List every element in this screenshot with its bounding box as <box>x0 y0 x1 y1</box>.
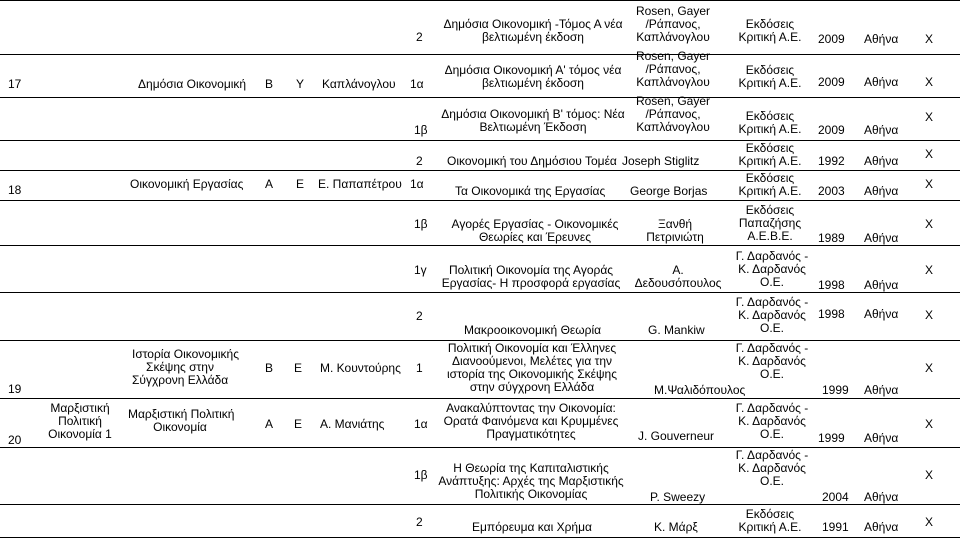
book-code: 2 <box>416 154 423 168</box>
book-year: 1991 <box>822 520 849 534</box>
book-code: 1β <box>414 468 428 482</box>
book-title: Τα Οικονομικά της Εργασίας <box>455 184 606 198</box>
book-author: P. Sweezy <box>650 490 706 504</box>
selection-mark: X <box>925 417 934 431</box>
book-title: Δημόσια Οικονομική Α' τόμος νέα βελτιωμένη έκδοση <box>444 63 622 90</box>
course-name: Μαρξιστική Πολιτική Οικονομία <box>128 407 235 434</box>
book-author: George Borjas <box>630 184 708 198</box>
book-year: 2004 <box>822 490 849 504</box>
book-publisher: Εκδόσεις Κριτική Α.Ε. <box>738 507 802 534</box>
book-author: Ξανθή Πετρινιώτη <box>646 217 704 244</box>
book-code: 2 <box>416 309 423 323</box>
selection-mark: X <box>925 177 934 191</box>
book-author: Joseph Stiglitz <box>622 154 700 168</box>
row-divider <box>0 447 960 448</box>
book-year: 1998 <box>818 278 845 292</box>
book-publisher: Εκδόσεις Κριτική Α.Ε. <box>738 63 802 90</box>
selection-mark: X <box>925 361 934 375</box>
book-code: 1β <box>414 123 428 137</box>
book-author: Α. Δεδουσόπουλος <box>634 263 722 290</box>
book-year: 1998 <box>818 307 845 321</box>
book-year: 1999 <box>822 383 849 397</box>
course-type: Ε <box>296 177 305 191</box>
book-city: Αθήνα <box>864 123 899 137</box>
book-author: J. Gouverneur <box>638 429 715 443</box>
book-author: G. Mankiw <box>648 323 705 337</box>
course-name: Οικονομική Εργασίας <box>130 177 244 191</box>
book-title: Δημόσια Οικονομική Β' τόμος: Νέα Βελτιωμένη Έκδοση <box>441 107 625 134</box>
book-publisher: Εκδόσεις Κριτική Α.Ε. <box>738 141 802 168</box>
book-city: Αθήνα <box>864 520 899 534</box>
book-title: Εμπόρευμα και Χρήμα <box>472 520 592 534</box>
book-year: 1989 <box>818 231 845 245</box>
book-year: 2009 <box>818 75 845 89</box>
book-code: 1 <box>416 361 423 375</box>
instructor: Ε. Παπαπέτρου <box>318 177 402 191</box>
semester: Β <box>265 361 274 375</box>
row-divider <box>0 504 960 505</box>
row-divider <box>0 140 960 141</box>
semester: Α <box>265 417 274 431</box>
book-author: Rosen, Gayer /Ράπανος, Καπλάνογλου <box>635 94 711 134</box>
row-divider <box>0 200 960 201</box>
book-publisher: Γ. Δαρδανός - Κ. Δαρδανός Ο.Ε. <box>735 401 809 441</box>
book-publisher: Γ. Δαρδανός - Κ. Δαρδανός Ο.Ε. <box>735 341 809 381</box>
selection-mark: X <box>925 75 934 89</box>
book-author: Μ.Ψαλιδόπουλος <box>654 383 746 397</box>
row-divider <box>0 245 960 246</box>
selection-mark: X <box>925 147 934 161</box>
book-year: 1992 <box>818 154 845 168</box>
book-city: Αθήνα <box>864 278 899 292</box>
row-divider <box>0 292 960 293</box>
book-publisher: Γ. Δαρδανός - Κ. Δαρδανός Ο.Ε. <box>735 249 809 289</box>
instructor: Μ. Κουντούρης <box>320 361 401 375</box>
course-group: Μαρξιστική Πολιτική Οικονομία 1 <box>48 401 112 441</box>
book-city: Αθήνα <box>864 154 899 168</box>
book-city: Αθήνα <box>864 490 899 504</box>
book-city: Αθήνα <box>864 383 899 397</box>
book-title: Οικονομική του Δημόσιου Τομέα <box>447 154 617 168</box>
course-number: 19 <box>8 382 22 396</box>
book-publisher: Εκδόσεις Κριτική Α.Ε. <box>738 109 802 136</box>
row-divider <box>0 54 960 55</box>
book-city: Αθήνα <box>864 431 899 445</box>
book-year: 2003 <box>818 184 845 198</box>
book-title: Μακροοικονομική Θεωρία <box>464 323 602 337</box>
book-title: Αγορές Εργασίας - Οικονομικές Θεωρίες και Έρευνες <box>451 217 619 244</box>
book-year: 2009 <box>818 123 845 137</box>
book-title: Δημόσια Οικονομική -Τόμος Α νέα βελτιωμένη έκδοση <box>443 17 623 44</box>
course-number: 17 <box>8 77 22 91</box>
book-code: 2 <box>416 30 423 44</box>
semester: Β <box>265 77 274 91</box>
semester: Α <box>265 177 274 191</box>
book-code: 1β <box>414 217 428 231</box>
instructor: Καπλάνογλου <box>322 77 396 91</box>
book-publisher: Γ. Δαρδανός - Κ. Δαρδανός Ο.Ε. <box>735 448 809 488</box>
book-city: Αθήνα <box>864 231 899 245</box>
selection-mark: X <box>925 32 934 46</box>
selection-mark: X <box>925 308 934 322</box>
book-author: Rosen, Gayer /Ράπανος, Καπλάνογλου <box>635 4 711 44</box>
selection-mark: X <box>925 217 934 231</box>
row-divider <box>0 97 960 98</box>
book-title: Πολιτική Οικονομία της Αγοράς Εργασίας- Η προσφορά εργασίας <box>441 263 621 290</box>
book-publisher: Εκδόσεις Παπαζήσης Α.Ε.Β.Ε. <box>738 203 802 243</box>
course-type: Ε <box>294 361 303 375</box>
book-author: Κ. Μάρξ <box>654 520 698 534</box>
book-code: 1γ <box>414 263 427 277</box>
book-code: 2 <box>416 515 423 529</box>
book-year: 2009 <box>818 32 845 46</box>
selection-mark: X <box>925 468 934 482</box>
book-city: Αθήνα <box>864 75 899 89</box>
book-publisher: Εκδόσεις Κριτική Α.Ε. <box>738 171 802 198</box>
row-divider <box>0 398 960 399</box>
book-author: Rosen, Gayer /Ράπανος, Καπλάνογλου <box>635 49 711 89</box>
book-code: 1α <box>414 417 428 431</box>
book-year: 1999 <box>818 431 845 445</box>
instructor: Α. Μανιάτης <box>320 417 385 431</box>
selection-mark: X <box>925 110 934 124</box>
course-name: Ιστορία Οικονομικής Σκέψης στην Σύγχρονη Ελλάδα <box>132 347 239 387</box>
book-city: Αθήνα <box>864 32 899 46</box>
selection-mark: X <box>925 515 934 529</box>
book-code: 1α <box>410 77 424 91</box>
book-city: Αθήνα <box>864 184 899 198</box>
selection-mark: X <box>925 263 934 277</box>
book-code: 1α <box>410 177 424 191</box>
book-title: Ανακαλύπτοντας την Οικονομία: Ορατά Φαινόμενα και Κρυμμένες Πραγματικότητες <box>443 401 619 441</box>
course-number: 20 <box>8 433 22 447</box>
row-divider <box>0 170 960 171</box>
course-type: Υ <box>296 77 305 91</box>
course-number: 18 <box>8 183 22 197</box>
book-publisher: Γ. Δαρδανός - Κ. Δαρδανός Ο.Ε. <box>735 295 809 335</box>
course-type: Ε <box>294 417 303 431</box>
book-title: Πολιτική Οικονομία και Έλληνες Διανοούμενοι, Μελέτες για την ιστορία της Οικονομικής Σκέψης στην σύγχρονη Ελλάδα <box>447 341 617 394</box>
course-name: Δημόσια Οικονομική <box>138 77 247 91</box>
book-publisher: Εκδόσεις Κριτική Α.Ε. <box>738 17 802 44</box>
book-title: Η Θεωρία της Καπιταλιστικής Ανάπτυξης: Αρχές της Μαρξιστικής Πολιτικής Οικονομίας <box>438 461 624 501</box>
row-divider <box>0 0 960 1</box>
book-city: Αθήνα <box>864 307 899 321</box>
